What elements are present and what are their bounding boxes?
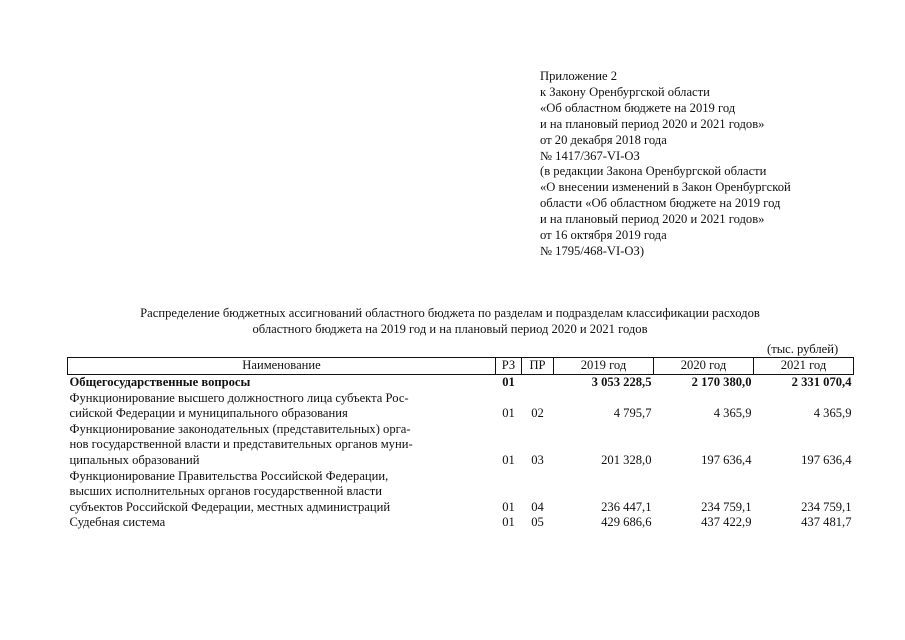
row-name-line: Функционирование высшего должностного лица субъекта Рос-	[69, 390, 409, 405]
row-2019: 3 053 228,5	[591, 375, 652, 389]
attachment-line: «Об областном бюджете на 2019 год	[540, 100, 736, 115]
row-2020: 2 170 380,0	[691, 375, 752, 389]
row-2019: 236 447,1	[601, 499, 652, 514]
row-pr: 02	[531, 406, 544, 421]
row-name-line: Функционирование законодательных (представительных) орга-	[69, 421, 411, 436]
row-pr	[522, 375, 554, 391]
header-2021: 2021 год	[754, 358, 854, 375]
title-line-2: областного бюджета на 2019 год и на плановый период 2020 и 2021 годов	[252, 322, 648, 336]
table-row	[68, 391, 854, 422]
row-pr: 05	[531, 515, 544, 530]
row-rz: 01	[502, 515, 515, 530]
row-name	[68, 422, 496, 469]
table-row	[68, 422, 854, 469]
table-row	[68, 469, 854, 516]
attachment-line: Приложение 2	[540, 69, 618, 83]
attachment-line: (в редакции Закона Оренбургской области	[540, 164, 767, 179]
attachment-line: от 20 декабря 2018 года	[540, 132, 667, 147]
row-2019: 429 686,6	[601, 515, 652, 530]
row-2021: 437 481,7	[801, 515, 852, 530]
row-rz: 01	[502, 375, 515, 389]
row-name-line: Функционирование Правительства Российской Федерации,	[69, 468, 389, 483]
row-name-line: нов государственной власти и представительных органов муни-	[69, 437, 413, 452]
attachment-line: и на плановый период 2020 и 2021 годов»	[540, 116, 765, 131]
table-row	[68, 515, 854, 531]
row-rz: 01	[502, 406, 515, 421]
header-2020: 2020 год	[654, 358, 754, 375]
header-name: Наименование	[68, 358, 496, 375]
row-name	[68, 469, 496, 516]
attachment-line: № 1795/468-VI-ОЗ)	[540, 243, 645, 258]
row-2020: 4 365,9	[713, 406, 752, 421]
row-pr: 04	[531, 499, 544, 514]
row-name-line: Судебная система	[69, 515, 166, 530]
row-name-line: высших исполнительных органов государственной власти	[69, 484, 382, 499]
row-name-line: субъектов Российской Федерации, местных администраций	[69, 499, 391, 514]
row-2021: 234 759,1	[801, 499, 852, 514]
header-2019: 2019 год	[554, 358, 654, 375]
attachment-line: № 1417/367-VI-ОЗ	[540, 148, 640, 163]
document-title	[60, 305, 840, 337]
header-pr: ПР	[522, 358, 554, 375]
table-header-row	[68, 358, 854, 375]
row-name	[68, 515, 496, 531]
attachment-line: и на плановый период 2020 и 2021 годов»	[540, 212, 765, 227]
row-2021: 197 636,4	[801, 452, 852, 467]
units-label: (тыс. рублей)	[767, 342, 839, 356]
row-name-line: Общегосударственные вопросы	[69, 375, 251, 389]
row-2021: 2 331 070,4	[791, 375, 852, 389]
row-2021: 4 365,9	[813, 406, 852, 421]
row-name	[68, 391, 496, 422]
row-name-line: сийской Федерации и муниципального образования	[69, 406, 348, 421]
row-2019: 201 328,0	[601, 452, 652, 467]
header-rz: РЗ	[496, 358, 522, 375]
row-name	[68, 375, 496, 391]
attachment-line: «О внесении изменений в Закон Оренбургской	[540, 180, 791, 195]
row-pr: 03	[531, 452, 544, 467]
row-2020: 197 636,4	[701, 452, 752, 467]
row-2020: 234 759,1	[701, 499, 752, 514]
row-2020: 437 422,9	[701, 515, 752, 530]
table-row	[68, 375, 854, 391]
row-name-line: ципальных образований	[69, 452, 200, 467]
budget-table	[67, 357, 854, 531]
row-2019: 4 795,7	[613, 406, 652, 421]
attachment-line: области «Об областном бюджете на 2019 год	[540, 196, 781, 211]
attachment-line: от 16 октября 2019 года	[540, 228, 667, 243]
row-rz: 01	[502, 499, 515, 514]
attachment-line: к Закону Оренбургской области	[540, 84, 710, 99]
row-rz: 01	[502, 452, 515, 467]
title-line-1: Распределение бюджетных ассигнований областного бюджета по разделам и подразделам классификации расходов	[140, 306, 760, 320]
attachment-header	[540, 69, 900, 260]
